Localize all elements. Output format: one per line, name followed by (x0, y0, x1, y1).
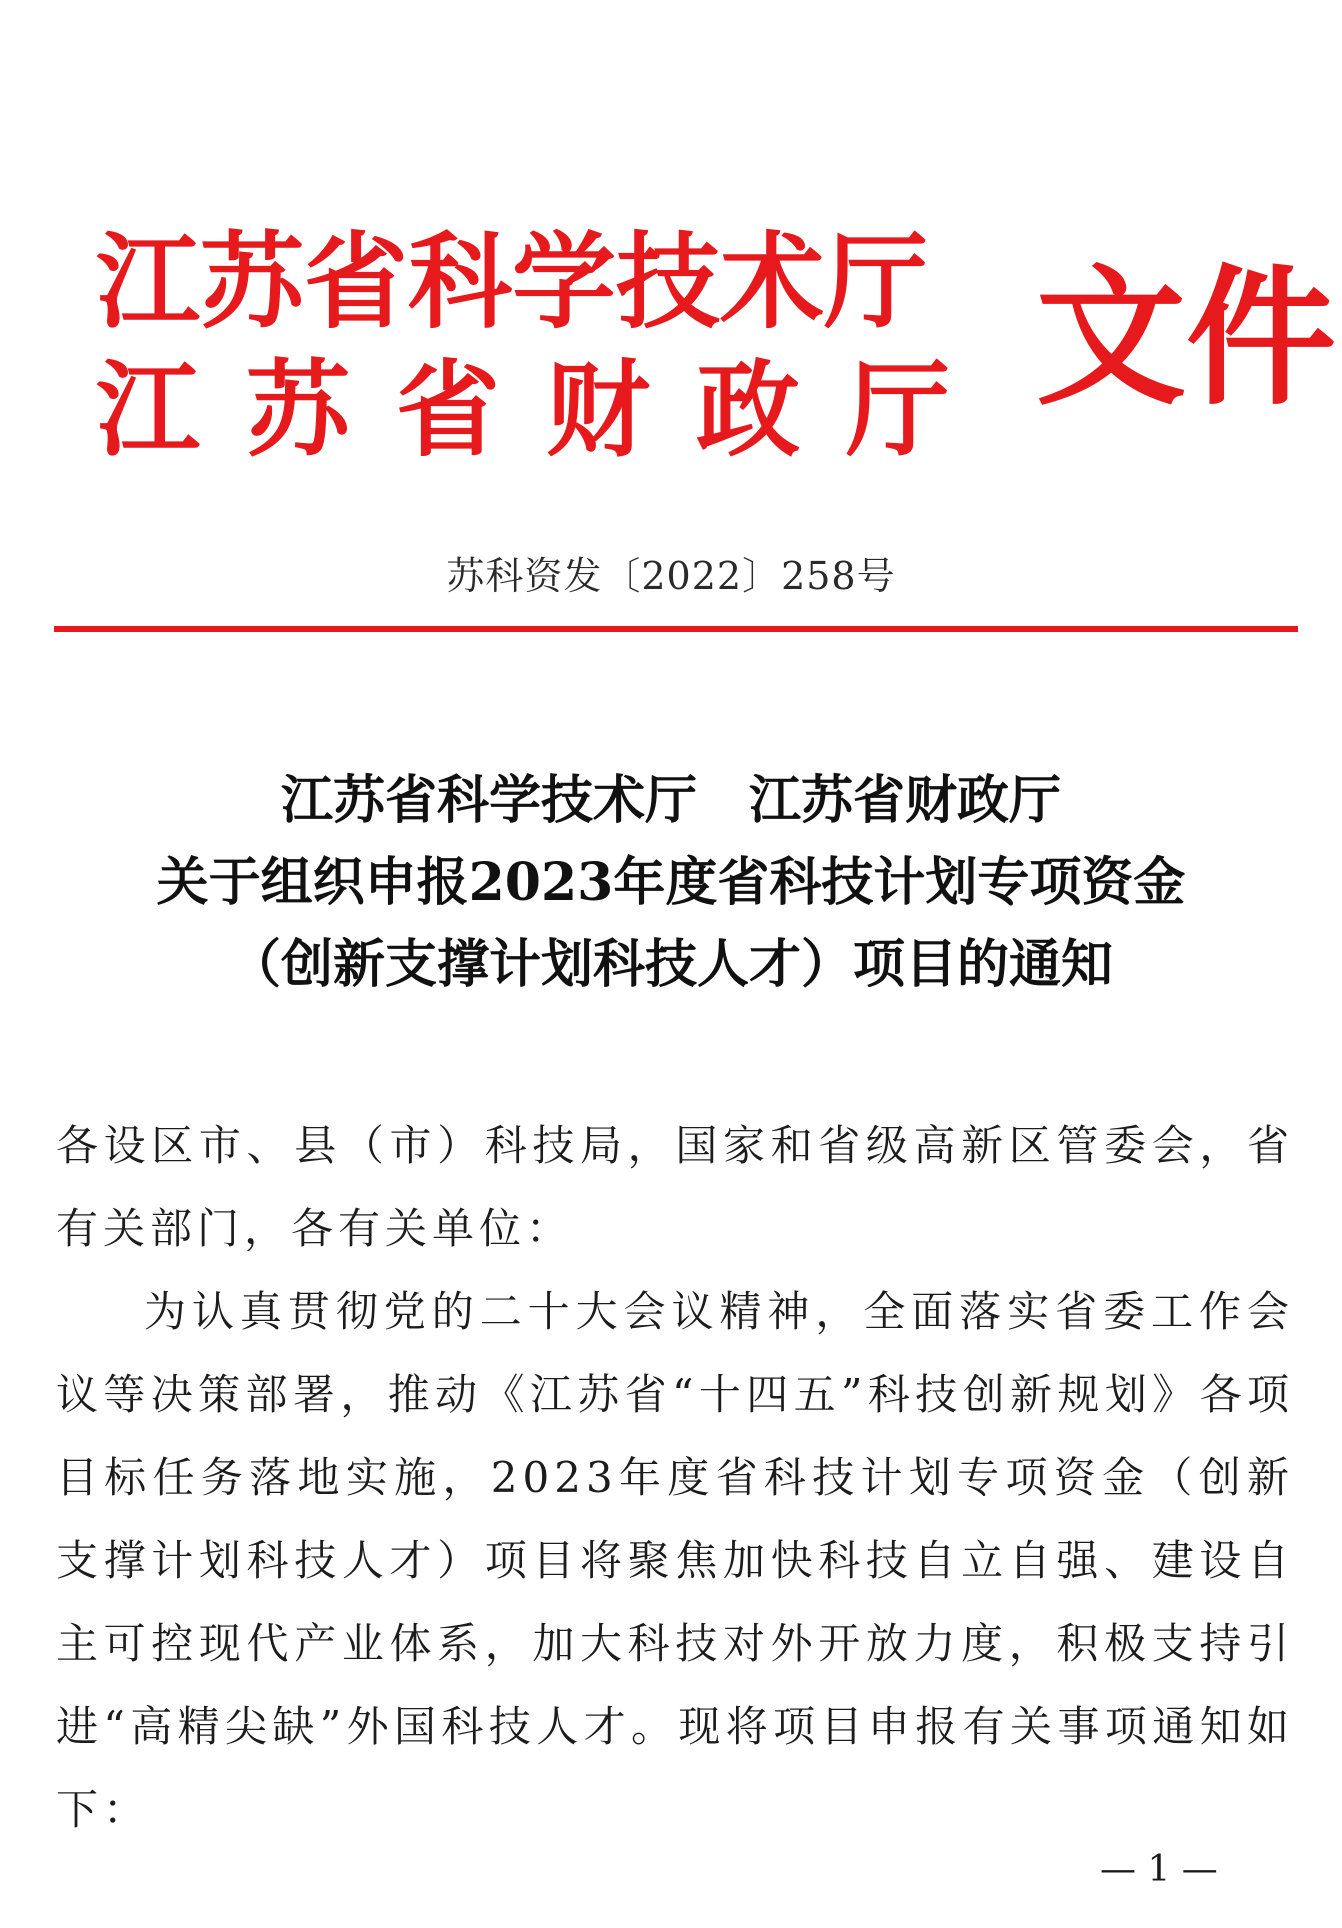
title-line-1: 江苏省科学技术厅 江苏省财政厅 (280, 770, 1061, 831)
title-line-3: （创新支撑计划科技人才）项目的通知 (228, 934, 1113, 995)
issuer-block (96, 218, 997, 474)
document-title (0, 760, 1342, 1006)
document-number: 苏科资发〔2022〕258号 (446, 554, 896, 598)
title-line-2: 关于组织申报2023年度省科技计划专项资金 (156, 852, 1186, 913)
document-type-label: 文件 (1036, 252, 1337, 426)
addressees-paragraph: 各设区市、县（市）科技局，国家和省级高新区管委会，省有关部门，各有关单位： (56, 1121, 1294, 1253)
document-body (56, 1104, 1294, 1851)
body-paragraph-1: 为认真贯彻党的二十大会议精神，全面落实省委工作会议等决策部署，推动《江苏省“十四五”科技创新规划》各项目标任务落地实施，2023年度省科技计划专项资金（创新支撑计划科技人才）项目将聚焦加快科技自立自强、建设自主可控现代产业体系，加大科技对外开放力度，积极支持引进“高精尖缺”外国科技人才。现将项目申报有关事项通知如下： (56, 1287, 1294, 1834)
page-number: — 1 — (1100, 1849, 1218, 1890)
red-separator-line (54, 626, 1298, 632)
issuer-science-dept: 江苏省科学技术厅 (96, 221, 929, 343)
issuer-finance-dept: 江苏省财政厅 (96, 349, 997, 471)
